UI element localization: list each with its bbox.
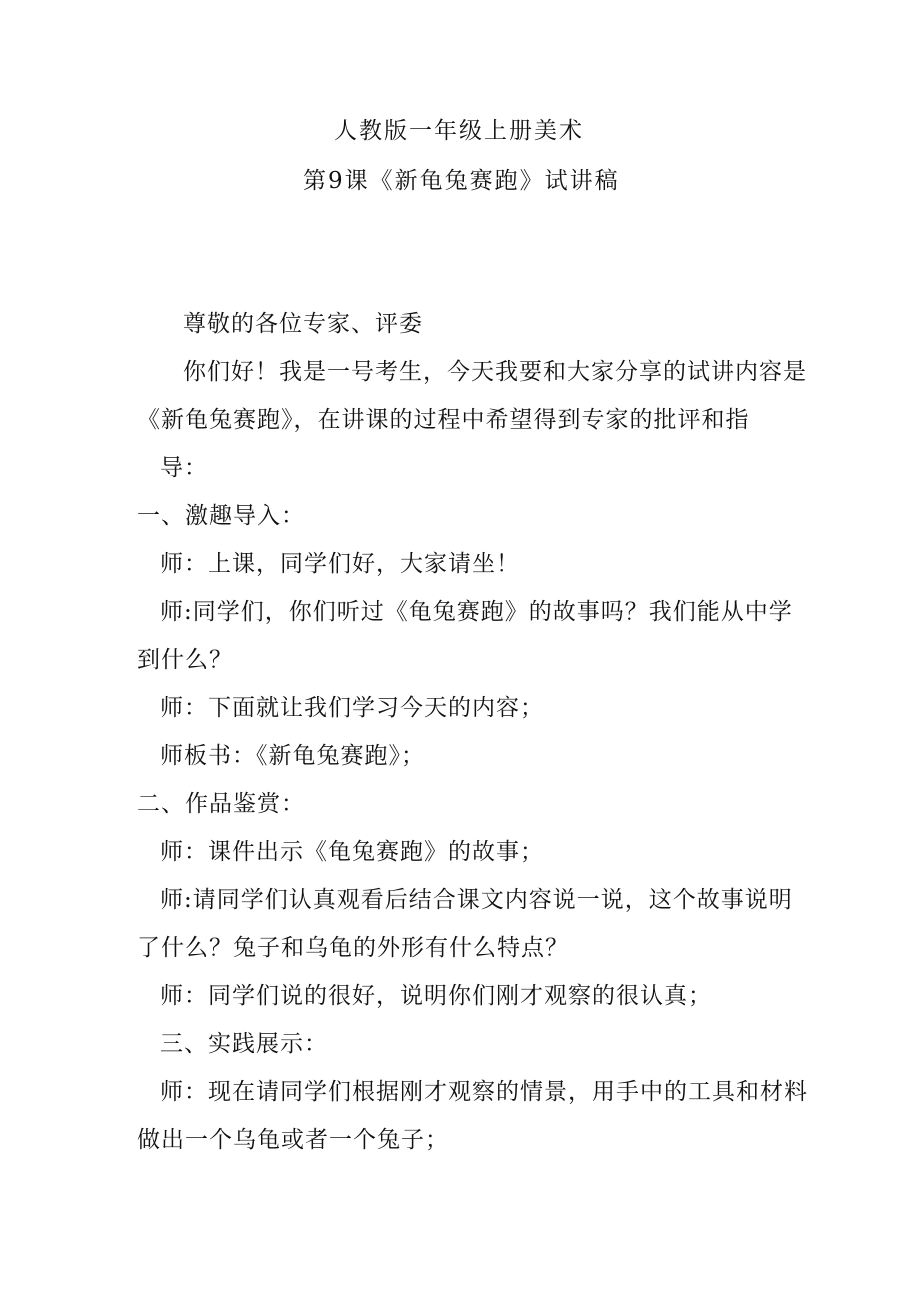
paragraph-line: 师：同学们说的很好，说明你们刚才观察的很认真；	[160, 983, 712, 1009]
paragraph-line: 师:请同学们认真观看后结合课文内容说一说，这个故事说明	[160, 887, 793, 913]
document-title-line1: 人教版一年级上册美术	[334, 118, 584, 144]
paragraph-line: 师：课件出示《龟兔赛跑》的故事；	[160, 839, 544, 865]
paragraph-line: 了什么？兔子和乌龟的外形有什么特点？	[137, 935, 569, 961]
document-title-line2: 第9课《新龟兔赛跑》试讲稿	[303, 168, 620, 194]
paragraph-line: 到什么？	[137, 647, 233, 673]
paragraph-line: 师:同学们，你们听过《龟兔赛跑》的故事吗？我们能从中学	[160, 599, 793, 625]
paragraph-intro-line3: 导：	[160, 455, 208, 481]
paragraph-greeting: 尊敬的各位专家、评委	[183, 311, 423, 337]
paragraph-line: 师板书：《新龟兔赛跑》；	[160, 743, 425, 769]
paragraph-intro-line2: 《新龟兔赛跑》，在讲课的过程中希望得到专家的批评和指	[137, 407, 750, 433]
paragraph-line: 做出一个乌龟或者一个兔子；	[137, 1127, 449, 1153]
paragraph-intro-line1: 你们好！我是一号考生，今天我要和大家分享的试讲内容是	[183, 359, 807, 385]
section-heading-3: 三、实践展示：	[160, 1031, 328, 1057]
section-heading-2: 二、作品鉴赏：	[137, 791, 305, 817]
paragraph-line: 师：上课，同学们好，大家请坐！	[160, 551, 520, 577]
paragraph-line: 师：现在请同学们根据刚才观察的情景，用手中的工具和材料	[160, 1079, 808, 1105]
paragraph-line: 师：下面就让我们学习今天的内容；	[160, 695, 544, 721]
section-heading-1: 一、激趣导入：	[137, 503, 305, 529]
